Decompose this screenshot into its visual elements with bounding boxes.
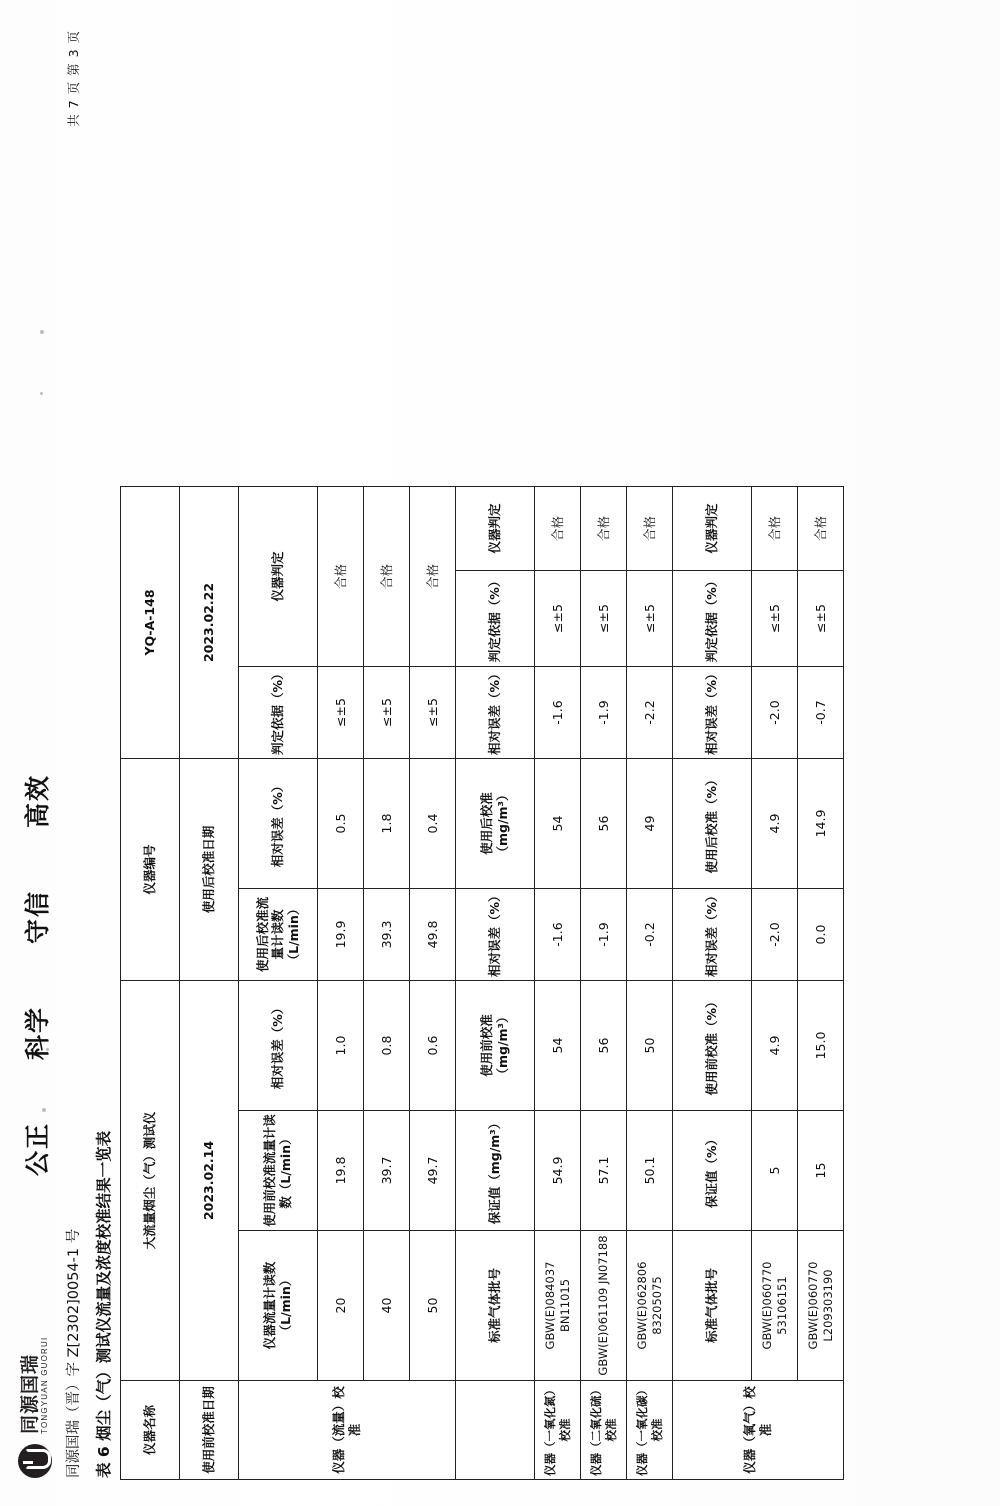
- table-header-row-flow: [239, 487, 318, 1480]
- col-before-flow-reading: 使用前校准流量计读数（L/min）: [239, 1111, 318, 1231]
- flow-err-before: 0.8: [364, 981, 410, 1111]
- col-before-relative-error-pct: 相对误差（%）: [673, 889, 752, 981]
- col-before-pct: 使用前校准（%）: [673, 981, 752, 1111]
- conc-criteria: ≤±5: [535, 571, 581, 667]
- table-row: [581, 487, 627, 1480]
- flow-after: 49.8: [410, 889, 456, 981]
- conc-verdict: 合格: [581, 487, 627, 571]
- col-verdict-pct: 仪器判定: [673, 487, 752, 571]
- pct-criteria: ≤±5: [752, 571, 798, 667]
- col-before-relative-error-conc: 相对误差（%）: [456, 889, 535, 981]
- flow-verdict: 合格: [410, 487, 456, 667]
- header-instrument-type: 大流量烟尘（气）测试仪: [121, 981, 180, 1381]
- conc-verdict: 合格: [535, 487, 581, 571]
- col-guarantee-value: 保证值（mg/m³）: [456, 1111, 535, 1231]
- gas-batch: GBW(E)061109 JN07188: [581, 1231, 627, 1381]
- conc-err-before: -0.2: [627, 889, 673, 981]
- col-before-conc: 使用前校准（mg/m³）: [456, 981, 535, 1111]
- header-instrument-no-label: 仪器编号: [121, 759, 180, 981]
- table-header-row-2: [180, 487, 239, 1480]
- flow-verdict: 合格: [364, 487, 410, 667]
- conc-criteria: ≤±5: [581, 571, 627, 667]
- calibration-table: [120, 486, 844, 1480]
- col-standard-gas-batch-pct: 标准气体批号: [673, 1231, 752, 1381]
- table-row: [410, 487, 456, 1480]
- pct-before: 4.9: [752, 981, 798, 1111]
- table-row: [364, 487, 410, 1480]
- flow-err-after: 0.5: [318, 759, 364, 889]
- flow-before: 49.7: [410, 1111, 456, 1231]
- pct-criteria: ≤±5: [798, 571, 844, 667]
- row-label-no-calibration: 仪器（一氧化氮）校准: [535, 1381, 581, 1480]
- col-before-relative-error: 相对误差（%）: [239, 981, 318, 1111]
- gas-batch: GBW(E)062806 83205075: [627, 1231, 673, 1381]
- guarantee-value: 54.9: [535, 1111, 581, 1231]
- slogan-word-4: 高效: [23, 773, 52, 828]
- col-after-relative-error-pct: 相对误差（%）: [673, 667, 752, 759]
- header-calib-after-label: 使用后校准日期: [180, 759, 239, 981]
- header-instrument-name: 仪器名称: [121, 1381, 180, 1480]
- flow-criteria: ≤±5: [318, 667, 364, 759]
- flow-reading: 20: [318, 1231, 364, 1381]
- header-calib-after-value: 2023.02.22: [180, 487, 239, 759]
- flow-reading: 40: [364, 1231, 410, 1381]
- pct-err-before: -2.0: [752, 889, 798, 981]
- pct-err-after: -0.7: [798, 667, 844, 759]
- conc-err-before: -1.6: [535, 889, 581, 981]
- flow-criteria: ≤±5: [364, 667, 410, 759]
- col-instrument-flow-reading: 仪器流量计读数（L/min）: [239, 1231, 318, 1381]
- page-number: 共 7 页 第 3 页: [66, 30, 81, 127]
- pct-after: 14.9: [798, 759, 844, 889]
- pct-verdict: 合格: [798, 487, 844, 571]
- gas-batch: GBW(E)060770 53106151: [752, 1231, 798, 1381]
- flow-err-before: 0.6: [410, 981, 456, 1111]
- gas-batch: GBW(E)084037 BN11015: [535, 1231, 581, 1381]
- conc-verdict: 合格: [627, 487, 673, 571]
- row-label-so2-calibration: 仪器（二氧化硫）校准: [581, 1381, 627, 1480]
- row-label-co-calibration: 仪器（一氧化碳）校准: [627, 1381, 673, 1480]
- table-header-row-1: [121, 487, 180, 1480]
- company-logo-icon: [18, 1444, 52, 1478]
- slogan-word-1: 公正: [23, 1121, 52, 1176]
- guarantee-value: 5: [752, 1111, 798, 1231]
- flow-reading: 50: [410, 1231, 456, 1381]
- conc-before: 54: [535, 981, 581, 1111]
- row-label-oxygen-calibration: 仪器（氧气）校准: [673, 1381, 844, 1480]
- flow-after: 19.9: [318, 889, 364, 981]
- col-after-conc: 使用后校准（mg/m³）: [456, 759, 535, 889]
- flow-before: 39.7: [364, 1111, 410, 1231]
- conc-criteria: ≤±5: [627, 571, 673, 667]
- col-verdict-conc: 仪器判定: [456, 487, 535, 571]
- conc-after: 56: [581, 759, 627, 889]
- header-calib-before-value: 2023.02.14: [180, 981, 239, 1381]
- table-header-row-oxygen: [673, 487, 752, 1480]
- conc-err-after: -1.9: [581, 667, 627, 759]
- table-row: [798, 487, 844, 1480]
- guarantee-value: 15: [798, 1111, 844, 1231]
- pct-verdict: 合格: [752, 487, 798, 571]
- company-name-cn: 同源国瑞: [18, 1353, 41, 1434]
- document-number: 同源国瑞（晋）字 Z[2302]0054-1 号: [66, 1228, 82, 1478]
- col-after-relative-error: 相对误差（%）: [239, 759, 318, 889]
- company-name-block: [18, 1336, 49, 1434]
- pct-after: 4.9: [752, 759, 798, 889]
- col-guarantee-value-pct: 保证值（%）: [673, 1111, 752, 1231]
- pct-err-after: -2.0: [752, 667, 798, 759]
- table-title: 表 6 烟尘（气）测试仪流量及浓度校准结果一览表: [95, 1130, 113, 1478]
- table-row: [752, 487, 798, 1480]
- guarantee-value: 50.1: [627, 1111, 673, 1231]
- col-verdict: 仪器判定: [239, 487, 318, 667]
- table-row: [318, 487, 364, 1480]
- header-instrument-no-value: YQ-A-148: [121, 487, 180, 759]
- flow-criteria: ≤±5: [410, 667, 456, 759]
- col-standard-gas-batch: 标准气体批号: [456, 1231, 535, 1381]
- col-conc-row-label: [456, 1381, 535, 1480]
- col-criteria-pct: 判定依据（%）: [673, 571, 752, 667]
- conc-before: 56: [581, 981, 627, 1111]
- table-row: [627, 487, 673, 1480]
- gas-batch: GBW(E)060770 L209303190: [798, 1231, 844, 1381]
- col-after-pct: 使用后校准（%）: [673, 759, 752, 889]
- flow-verdict: 合格: [318, 487, 364, 667]
- flow-after: 39.3: [364, 889, 410, 981]
- slogan-word-3: 守信: [23, 889, 52, 944]
- col-after-relative-error-conc: 相对误差（%）: [456, 667, 535, 759]
- row-label-flow-calibration: 仪器（流量）校准: [239, 1381, 456, 1480]
- flow-err-after: 0.4: [410, 759, 456, 889]
- conc-before: 50: [627, 981, 673, 1111]
- col-criteria-conc: 判定依据（%）: [456, 571, 535, 667]
- flow-err-after: 1.8: [364, 759, 410, 889]
- col-after-flow-reading: 使用后校准流量计读数（L/min）: [239, 889, 318, 981]
- conc-err-after: -2.2: [627, 667, 673, 759]
- table-header-row-concentration: [456, 487, 535, 1480]
- conc-err-after: -1.6: [535, 667, 581, 759]
- flow-err-before: 1.0: [318, 981, 364, 1111]
- conc-after: 54: [535, 759, 581, 889]
- company-name-en: TONGYUAN GUORUI: [39, 1336, 49, 1434]
- guarantee-value: 57.1: [581, 1111, 627, 1231]
- company-slogan: [18, 774, 54, 1176]
- col-criteria: 判定依据（%）: [239, 667, 318, 759]
- conc-after: 49: [627, 759, 673, 889]
- header-calib-before-label: 使用前校准日期: [180, 1381, 239, 1480]
- pct-before: 15.0: [798, 981, 844, 1111]
- brand-header: [18, 1337, 52, 1478]
- pct-err-before: 0.0: [798, 889, 844, 981]
- conc-err-before: -1.9: [581, 889, 627, 981]
- flow-before: 19.8: [318, 1111, 364, 1231]
- slogan-word-2: 科学: [23, 1005, 52, 1060]
- table-row: [535, 487, 581, 1480]
